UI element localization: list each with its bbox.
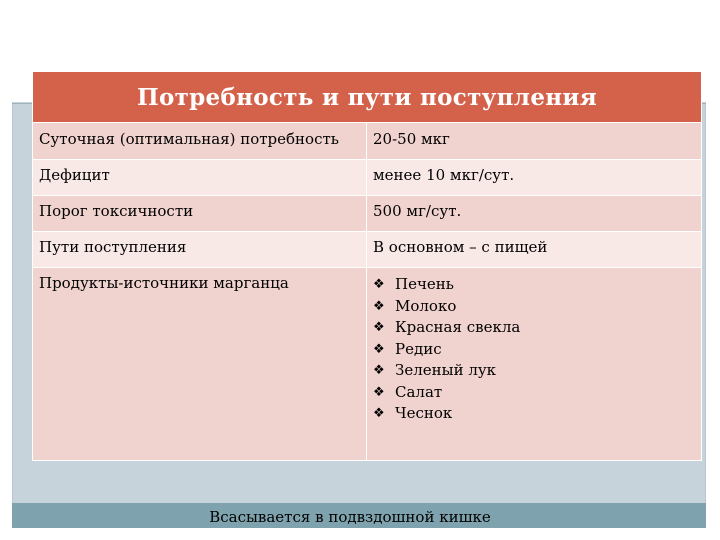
list-item: ❖ Чеснок <box>373 403 695 425</box>
diamond-bullet-icon: ❖ <box>373 341 385 357</box>
table-row <box>33 268 702 461</box>
diamond-bullet-icon: ❖ <box>373 384 385 400</box>
list-item: ❖ Салат <box>373 382 695 404</box>
diamond-bullet-icon: ❖ <box>373 320 385 335</box>
row-label: Суточная (оптимальная) потребность <box>33 123 367 160</box>
source-products-list <box>373 274 695 425</box>
list-item: ❖ Красная свекла <box>373 317 695 339</box>
row-value: 500 мг/сут. <box>367 196 702 232</box>
table-header-row <box>33 72 702 123</box>
row-value <box>367 268 702 461</box>
row-label: Дефицит <box>33 160 367 196</box>
needs-table <box>32 71 702 461</box>
list-item: ❖ Печень <box>373 274 695 296</box>
table-row <box>33 160 702 196</box>
diamond-bullet-icon: ❖ <box>373 277 385 292</box>
list-item: ❖ Редис <box>373 339 695 361</box>
list-item: ❖ Зеленый лук <box>373 360 695 382</box>
row-value: В основном – с пищей <box>367 232 702 268</box>
table-row <box>33 232 702 268</box>
table-title: Потребность и пути поступления <box>33 72 702 123</box>
diamond-bullet-icon: ❖ <box>373 406 385 421</box>
diamond-bullet-icon: ❖ <box>373 298 385 314</box>
footer-caption: Всасывается в подвздошной кишке <box>209 508 491 526</box>
row-label: Пути поступления <box>33 232 367 268</box>
table-row <box>33 123 702 160</box>
row-value: менее 10 мкг/сут. <box>367 160 702 196</box>
row-label: Продукты-источники марганца <box>33 268 367 461</box>
table-row <box>33 196 702 232</box>
row-value: 20-50 мкг <box>367 123 702 160</box>
row-label: Порог токсичности <box>33 196 367 232</box>
list-item: ❖ Молоко <box>373 296 695 318</box>
diamond-bullet-icon: ❖ <box>373 363 385 378</box>
